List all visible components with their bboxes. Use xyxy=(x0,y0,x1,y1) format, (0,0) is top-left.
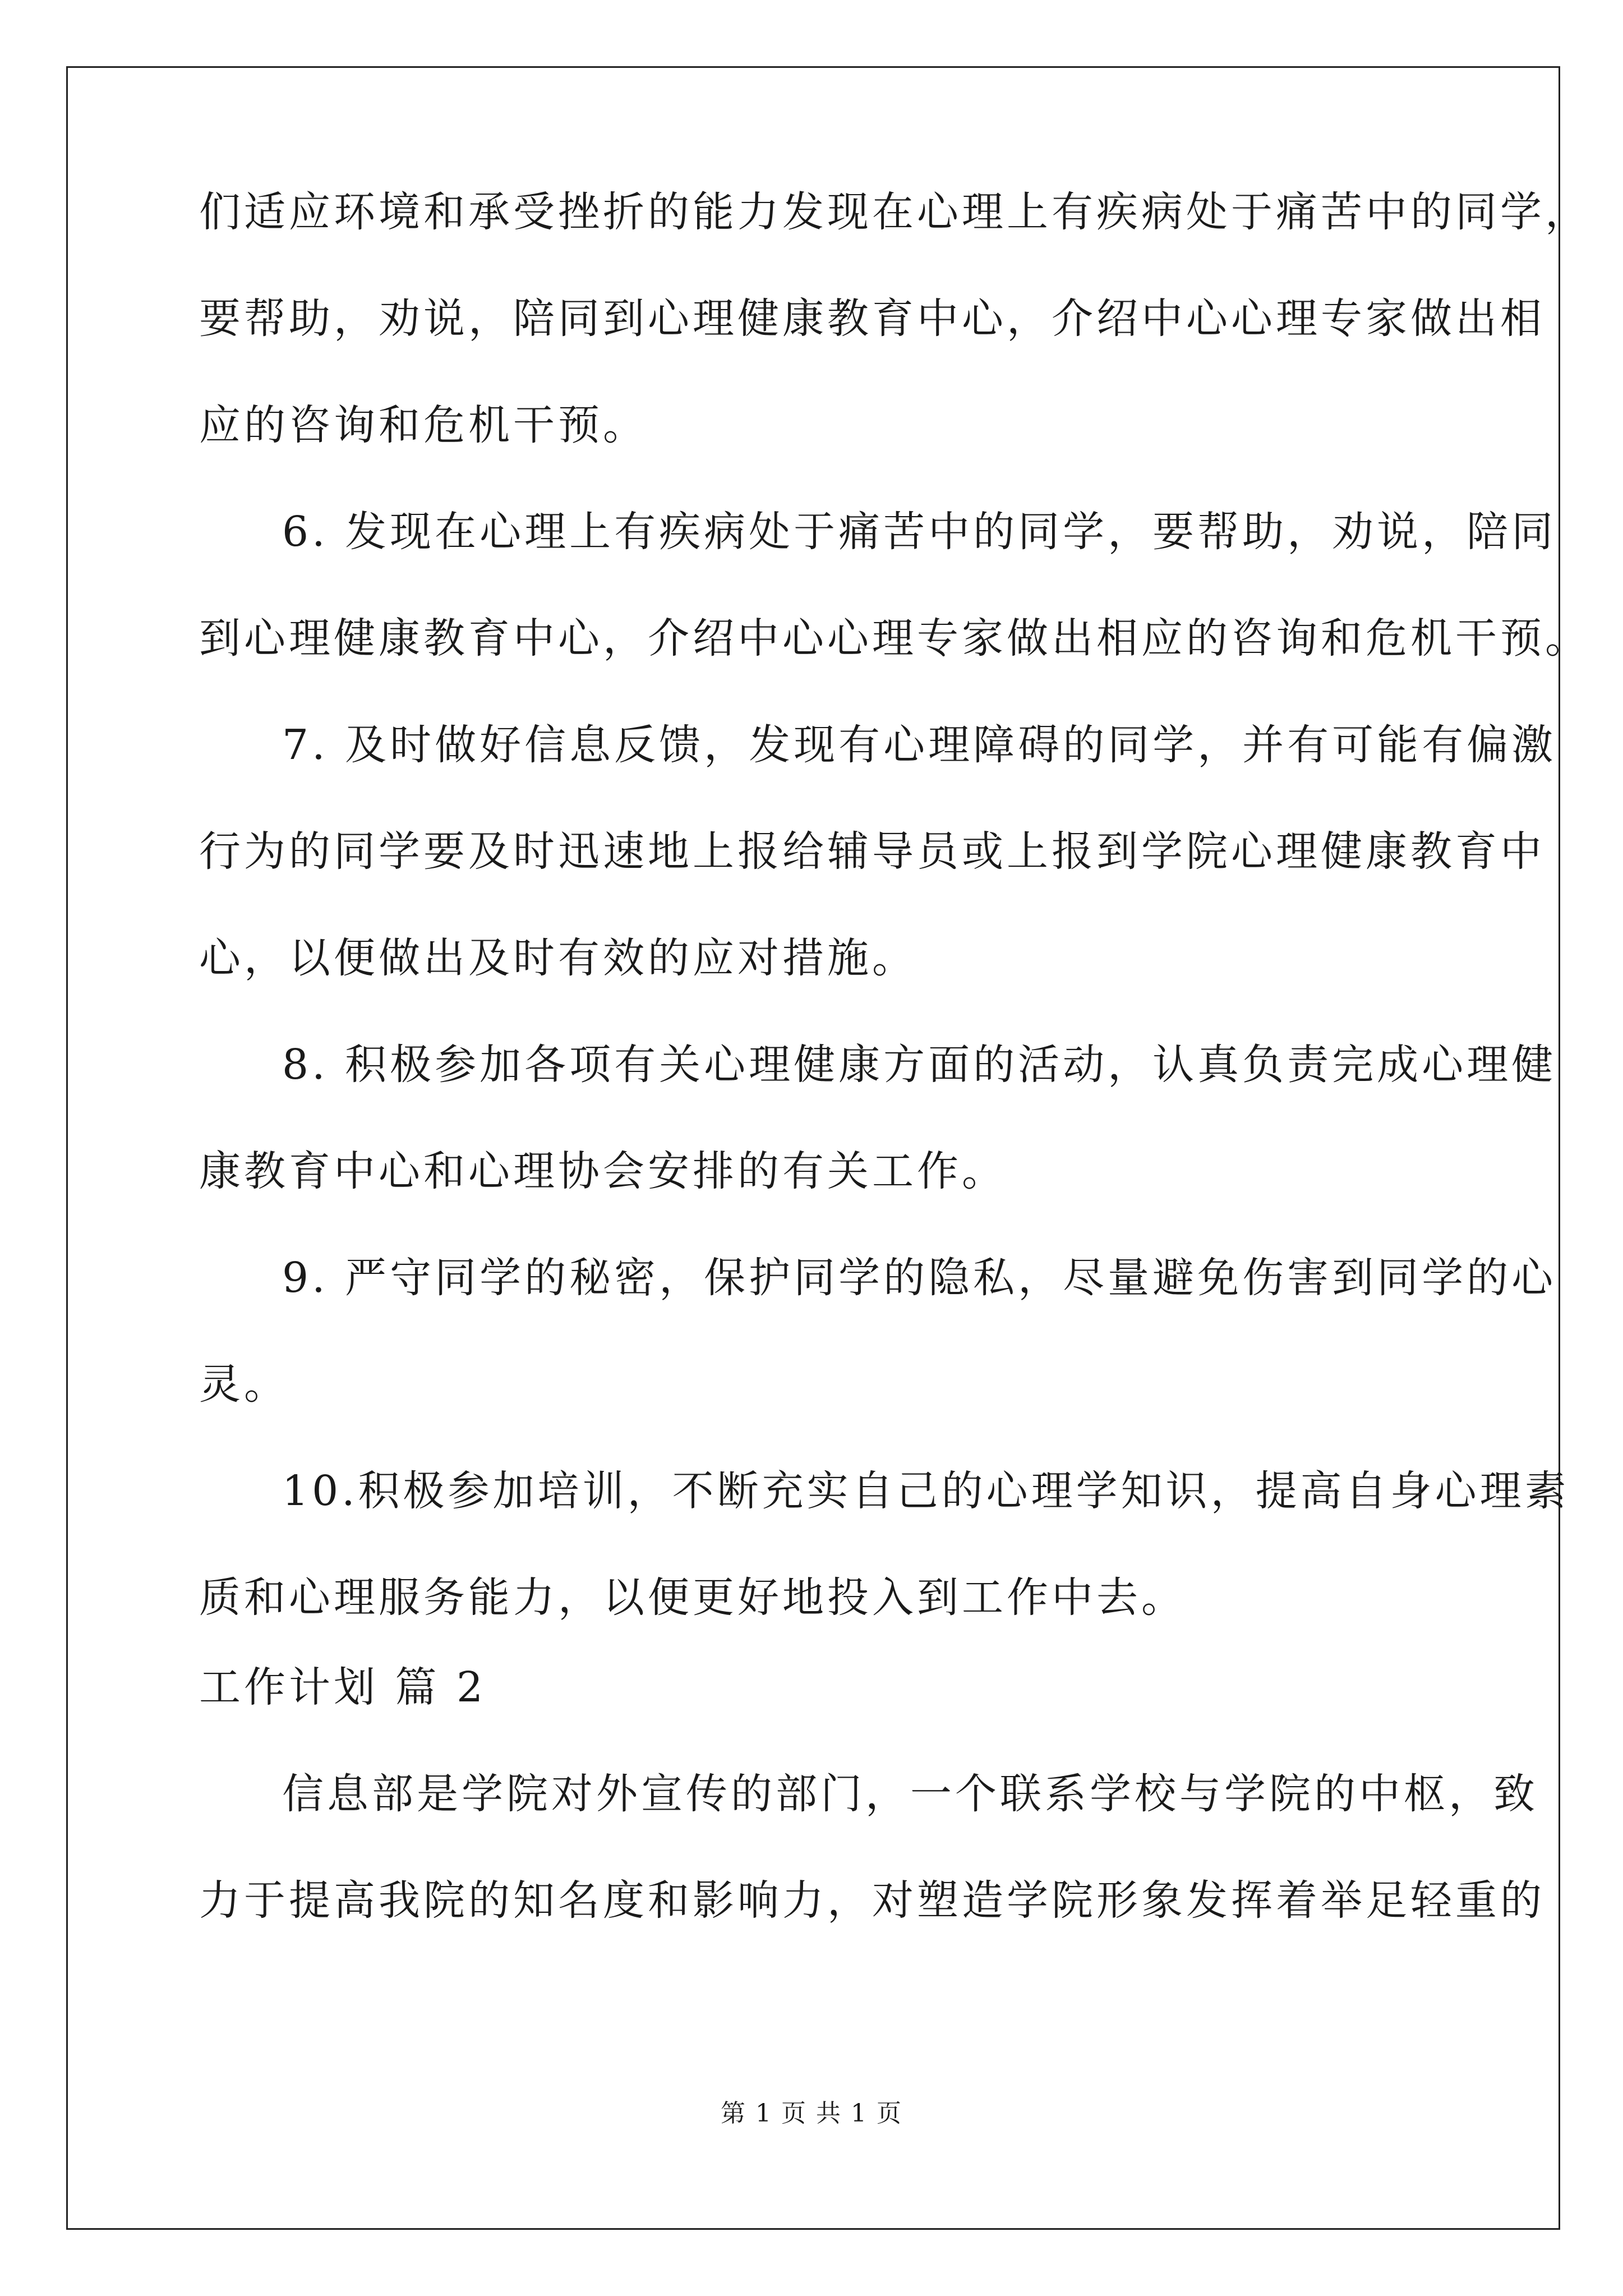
text-line: 质和心理服务能力，以便更好地投入到工作中去。 xyxy=(199,1573,1186,1622)
text-line: 康教育中心和心理协会安排的有关工作。 xyxy=(199,1147,1007,1195)
list-item-7: 7. 及时做好信息反馈，发现有心理障碍的同学，并有可能有偏激 xyxy=(282,721,1557,769)
text-line: 要帮助，劝说，陪同到心理健康教育中心，介绍中心心理专家做出相 xyxy=(199,295,1545,343)
list-item-9: 9. 严守同学的秘密，保护同学的隐私，尽量避免伤害到同学的心 xyxy=(282,1254,1557,1302)
page-footer: 第 1 页 共 1 页 xyxy=(721,2099,902,2128)
list-item-10: 10.积极参加培训，不断充实自己的心理学知识，提高自身心理素 xyxy=(282,1467,1570,1515)
text-line: 到心理健康教育中心，介绍中心心理专家做出相应的咨询和危机干预。 xyxy=(199,614,1590,662)
section-heading: 工作计划 篇 2 xyxy=(199,1663,487,1711)
text-line: 力于提高我院的知名度和影响力，对塑造学院形象发挥着举足轻重的 xyxy=(199,1876,1545,1925)
text-line: 行为的同学要及时迅速地上报给辅导员或上报到学院心理健康教育中 xyxy=(199,827,1545,876)
text-line: 应的咨询和危机干预。 xyxy=(199,401,648,449)
paragraph-start: 信息部是学院对外宣传的部门，一个联系学校与学院的中枢，致 xyxy=(282,1770,1538,1818)
list-item-6: 6. 发现在心理上有疾病处于痛苦中的同学，要帮助，劝说，陪同 xyxy=(282,508,1557,556)
text-line: 心，以便做出及时有效的应对措施。 xyxy=(199,934,917,982)
text-line: 灵。 xyxy=(199,1360,289,1409)
list-item-8: 8. 积极参加各项有关心理健康方面的活动，认真负责完成心理健 xyxy=(282,1041,1557,1089)
text-line: 们适应环境和承受挫折的能力发现在心理上有疾病处于痛苦中的同学， xyxy=(199,188,1590,236)
